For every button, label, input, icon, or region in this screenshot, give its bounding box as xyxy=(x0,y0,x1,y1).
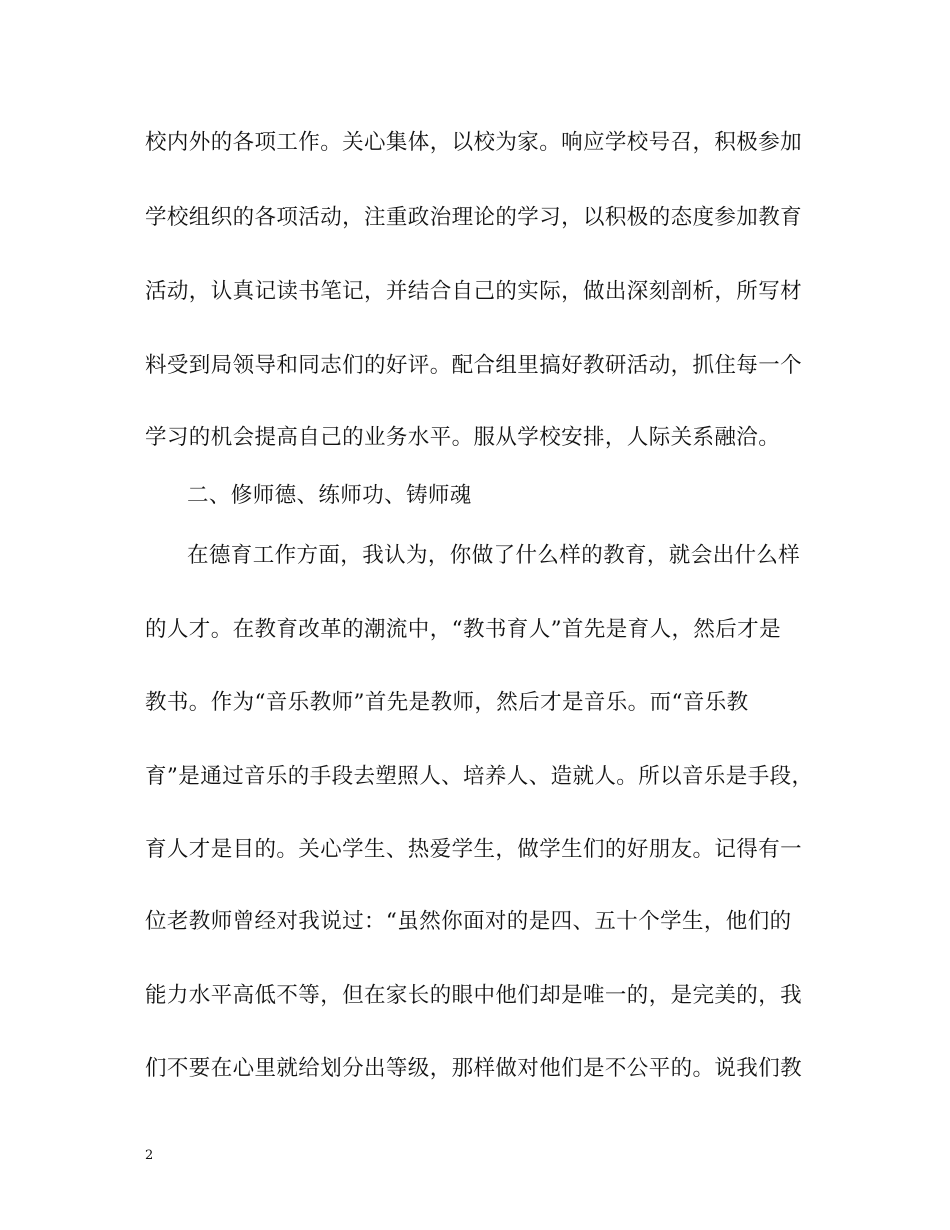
body-text-line: 教书。作为“音乐教师”首先是教师，然后才是音乐。而“音乐教 xyxy=(145,690,749,715)
body-text-line: 育”是通过音乐的手段去塑照人、培养人、造就人。所以音乐是手段， xyxy=(145,764,814,789)
body-text-line: 学校组织的各项活动，注重政治理论的学习，以积极的态度参加教育 xyxy=(145,205,803,230)
body-text-line: 学习的机会提高自己的业务水平。服从学校安排，人际关系融洽。 xyxy=(145,425,781,450)
body-text-line: 料受到局领导和同志们的好评。配合组里搞好教研活动，抓住每一个 xyxy=(145,353,803,378)
body-text-line: 校内外的各项工作。关心集体，以校为家。响应学校号召，积极参加 xyxy=(145,130,803,155)
body-text-line: 们不要在心里就给划分出等级，那样做对他们是不公平的。说我们教 xyxy=(145,1056,803,1081)
body-text-line: 位老教师曾经对我说过：“虽然你面对的是四、五十个学生，他们的 xyxy=(145,909,792,934)
paragraph-first-line: 在德育工作方面，我认为，你做了什么样的教育，就会出什么样 xyxy=(187,543,801,568)
page-number: 2 xyxy=(145,1148,154,1163)
body-text-line: 活动，认真记读书笔记，并结合自己的实际，做出深刻剖析，所写材 xyxy=(145,279,803,304)
body-text-line: 育人才是目的。关心学生、热爱学生，做学生们的好朋友。记得有一 xyxy=(145,837,803,862)
body-text-line: 的人才。在教育改革的潮流中，“教书育人”首先是育人，然后才是 xyxy=(145,617,781,642)
section-heading: 二、修师德、练师功、铸师魂 xyxy=(187,483,472,508)
body-text-line: 能力水平高低不等，但在家长的眼中他们却是唯一的，是完美的，我 xyxy=(145,983,803,1008)
